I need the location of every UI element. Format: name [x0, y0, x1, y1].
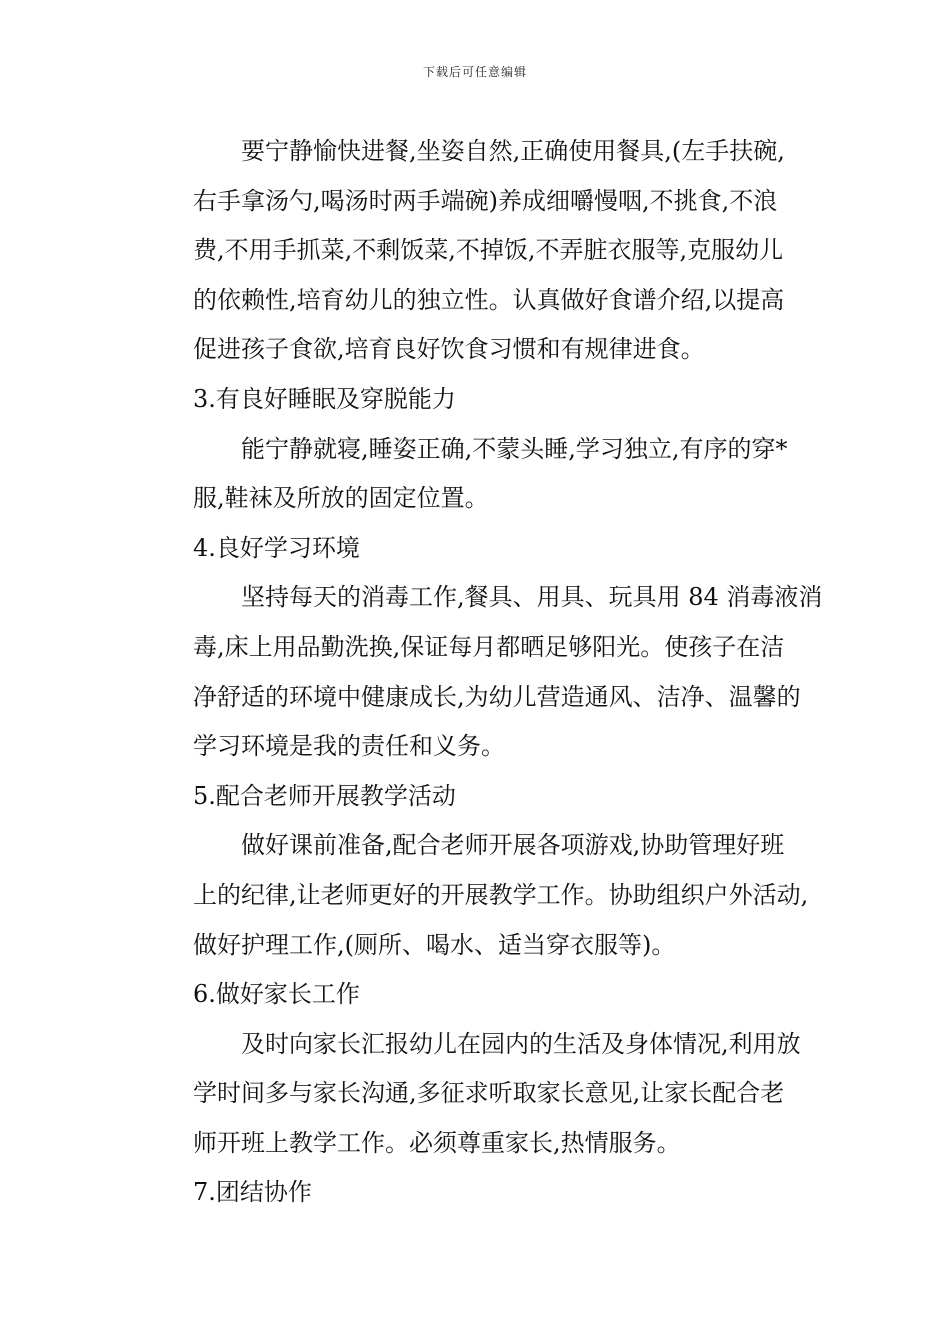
text-line: 学时间多与家长沟通,多征求听取家长意见,让家长配合老	[193, 1079, 785, 1108]
text-line: 要宁静愉快进餐,坐姿自然,正确使用餐具,(左手扶碗,	[241, 137, 785, 165]
text-line: 师开班上教学工作。必须尊重家长,热情服务。	[193, 1128, 681, 1157]
section-heading-5: 5.配合老师开展教学活动	[193, 781, 456, 810]
text-line: 及时向家长汇报幼儿在园内的生活及身体情况,利用放	[241, 1029, 801, 1058]
section-heading-7: 7.团结协作	[193, 1178, 312, 1207]
section-heading-6: 6.做好家长工作	[193, 980, 360, 1009]
paragraph-environment	[145, 573, 823, 771]
text-line: 坚持每天的消毒工作,餐具、用具、玩具用 84 消毒液消	[241, 583, 823, 612]
section-heading-3: 3.有良好睡眠及穿脱能力	[193, 384, 456, 413]
text-line: 服,鞋袜及所放的固定位置。	[193, 484, 489, 513]
text-line: 毒,床上用品勤洗换,保证每月都晒足够阳光。使孩子在洁	[193, 632, 785, 661]
paragraph-parents	[145, 1020, 815, 1169]
page-header-note: 下载后可任意编辑	[422, 65, 527, 79]
text-line: 促进孩子食欲,培育良好饮食习惯和有规律进食。	[193, 335, 705, 364]
text-line: 做好课前准备,配合老师开展各项游戏,协助管理好班	[241, 831, 785, 860]
document-body	[145, 127, 823, 1218]
section-heading-4: 4.良好学习环境	[193, 533, 360, 562]
text-line: 学习环境是我的责任和义务。	[193, 732, 505, 761]
text-line: 上的纪律,让老师更好的开展教学工作。协助组织户外活动,	[193, 880, 809, 909]
paragraph-sleep	[145, 425, 815, 524]
text-line: 费,不用手抓菜,不剩饭菜,不掉饭,不弄脏衣服等,克服幼儿	[193, 236, 784, 265]
text-line: 的依赖性,培育幼儿的独立性。认真做好食谱介绍,以提高	[193, 285, 785, 314]
paragraph-teaching	[145, 821, 815, 970]
text-line: 做好护理工作,(厕所、喝水、适当穿衣服等)。	[193, 930, 676, 959]
text-line: 能宁静就寝,睡姿正确,不蒙头睡,学习独立,有序的穿*	[241, 434, 788, 463]
paragraph-dining-habits	[145, 127, 815, 375]
text-line: 净舒适的环境中健康成长,为幼儿营造通风、洁净、温馨的	[193, 682, 801, 711]
text-line: 右手拿汤勺,喝汤时两手端碗)养成细嚼慢咽,不挑食,不浪	[193, 186, 778, 215]
